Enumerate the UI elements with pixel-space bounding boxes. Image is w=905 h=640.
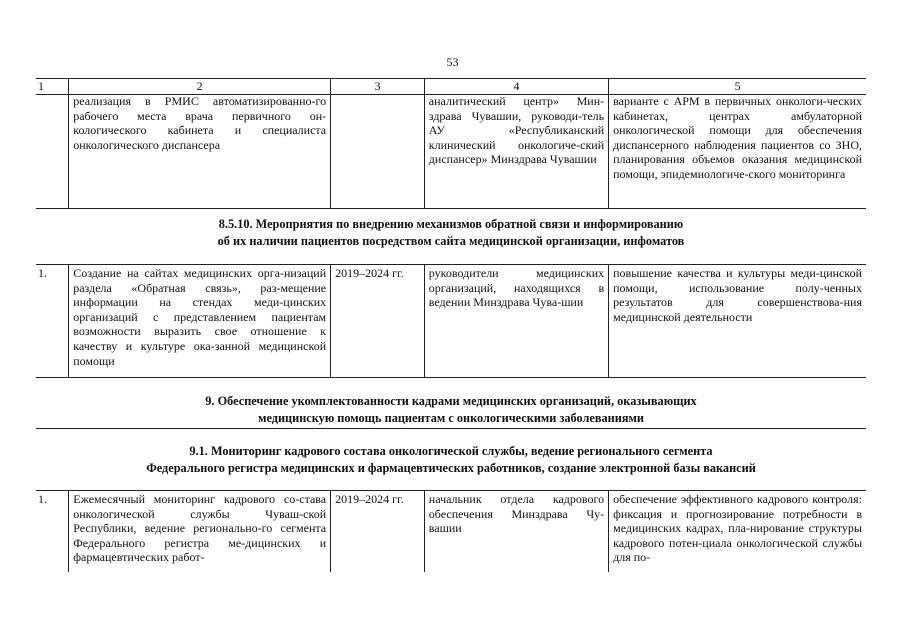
page-number: 53 bbox=[446, 55, 459, 69]
cell-activity: Создание на сайтах медицинских орга-низаций раздела «Обратная связь», раз-мещение информации на стендах меди-цинских организаций с представлением пациентам возможности выразить свое отношение к качеству и культуре ока-занной медицинской помощи bbox=[73, 266, 327, 368]
cell-activity: реализация в РМИС автоматизированно-го рабочего места врача первичного он-кологического кабинета и специалиста онкологического диспансера bbox=[73, 94, 327, 152]
section-heading-9-1 bbox=[36, 443, 866, 477]
section-heading-line: медицинскую помощь пациентам с онкологическими заболеваниями bbox=[258, 411, 644, 425]
header-col-3: 3 bbox=[331, 79, 425, 95]
section-heading-8-5-10 bbox=[36, 216, 866, 250]
cell-result: повышение качества и культуры меди-цинской помощи, использование полу-ченных результатов для совершенствова-ния медицинской деятельности bbox=[609, 265, 866, 379]
header-col-4: 4 bbox=[424, 79, 608, 95]
cell-period: 2019–2024 гг. bbox=[331, 265, 425, 379]
header-col-2: 2 bbox=[69, 79, 331, 95]
section-heading-line: 9. Обеспечение укомплектованности кадрами медицинских организаций, оказывающих bbox=[205, 394, 697, 408]
table-row-feedback bbox=[36, 264, 866, 378]
table-header-row bbox=[36, 78, 866, 95]
section-heading-line: об их наличии пациентов посредством сайта медицинской организации, инфоматов bbox=[217, 234, 685, 248]
cell-num: 1. bbox=[36, 265, 69, 379]
cell-result: обеспечение эффективного кадрового контроля: фиксация и прогнозирование потребности в медицинских кадрах, пла-нирование структуры кадрового потен-циала онкологической службы для по- bbox=[609, 491, 866, 573]
cell-responsible: аналитический центр» Мин-здрава Чувашии, руководи-тель АУ «Республиканский клинический онкологиче-ский диспансер» Минздрава Чувашии bbox=[424, 94, 608, 208]
cell-num: 1. bbox=[36, 491, 69, 573]
cell-period: 2019–2024 гг. bbox=[331, 491, 425, 573]
table-divider bbox=[36, 377, 866, 378]
cell-responsible: начальник отдела кадрового обеспечения Минздрава Чу-вашии bbox=[424, 491, 608, 573]
cell-activity: Ежемесячный мониторинг кадрового со-става онкологической службы Чуваш-ской Республики, ведение регионально-го сегмента Федерального регистра ме-дицинских и фармацевтических работ- bbox=[73, 492, 327, 565]
section-heading-9 bbox=[36, 393, 866, 427]
table-row-staffing bbox=[36, 490, 866, 572]
section-heading-line: 8.5.10. Мероприятия по внедрению механизмов обратной связи и информированию bbox=[218, 217, 684, 231]
cell-num bbox=[36, 94, 69, 208]
section-heading-line: 9.1. Мониторинг кадрового состава онкологической службы, ведение регионального сегмента bbox=[189, 444, 713, 458]
cell-responsible: руководители медицинских организаций, находящихся в ведении Минздрава Чува-шии bbox=[424, 265, 608, 379]
section-heading-line: Федерального регистра медицинских и фармацевтических работников, создание электронной базы вакансий bbox=[146, 461, 756, 475]
table-row-continuation bbox=[36, 94, 866, 208]
table-divider bbox=[36, 428, 866, 429]
header-col-1: 1 bbox=[38, 79, 44, 93]
cell-result: варианте с АРМ в первичных онкологи-ческих кабинетах, центрах амбулаторной онкологической помощи для обеспечения диспансерного наблюдения пациентов со ЗНО, планирования объемов оказания медицинской помощи, эпидемиологиче-ского мониторинга bbox=[609, 94, 866, 208]
cell-period bbox=[331, 94, 425, 208]
table-divider bbox=[36, 208, 866, 209]
header-col-5: 5 bbox=[609, 79, 866, 95]
